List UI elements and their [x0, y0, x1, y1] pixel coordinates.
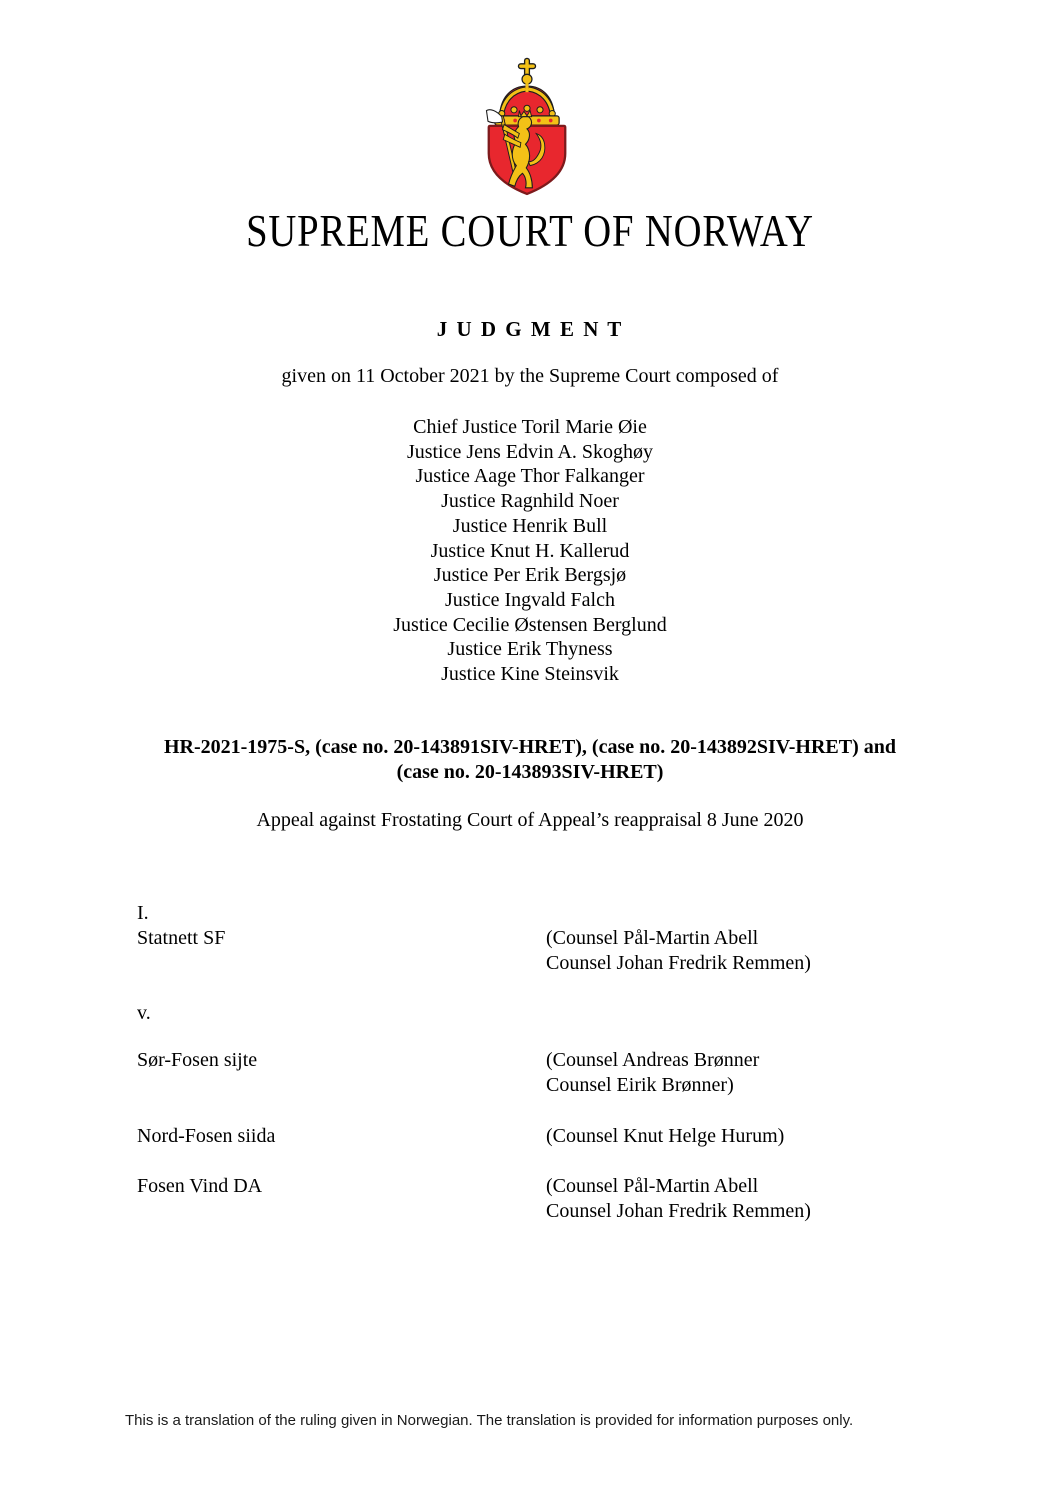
translation-note: This is a translation of the ruling given in Norwegian. The translation is provided for information purposes only.	[125, 1412, 854, 1429]
party-name: Fosen Vind DA	[137, 1175, 263, 1197]
judgment-intro: given on 11 October 2021 by the Supreme Court composed of	[281, 365, 779, 387]
party-row-nord-fosen	[137, 1124, 784, 1149]
party-counsel	[546, 1124, 784, 1149]
justice-item: Justice Cecilie Østensen Berglund	[393, 613, 667, 636]
counsel-line: (Counsel Pål-Martin Abell	[546, 1175, 759, 1197]
judgment-heading: J U D G M E N T	[436, 317, 624, 341]
case-reference	[0, 735, 1060, 785]
justice-item: Justice Per Erik Bergsjø	[433, 564, 627, 587]
party-counsel	[546, 1048, 759, 1098]
counsel-line: Counsel Johan Fredrik Remmen)	[546, 1200, 811, 1222]
justice-item: Justice Aage Thor Falkanger	[415, 465, 645, 488]
party-name: Sør-Fosen sijte	[137, 1049, 258, 1071]
justice-item: Justice Knut H. Kallerud	[430, 539, 630, 562]
justice-item: Justice Ragnhild Noer	[441, 490, 619, 513]
party-name: Nord-Fosen siida	[137, 1125, 276, 1147]
justice-item: Justice Erik Thyness	[447, 638, 613, 661]
justice-item: Chief Justice Toril Marie Øie	[413, 416, 647, 438]
case-reference-line1: HR-2021-1975-S, (case no. 20-143891SIV-HRET), (case no. 20-143892SIV-HRET) and	[163, 736, 897, 758]
court-title-text: SUPREME COURT OF NORWAY	[246, 205, 814, 256]
counsel-line: (Counsel Andreas Brønner	[546, 1049, 760, 1071]
party-row-statnett	[137, 926, 811, 976]
counsel-line: (Counsel Knut Helge Hurum)	[546, 1125, 785, 1147]
court-title	[0, 204, 1060, 257]
party-name: Statnett SF	[137, 927, 226, 949]
counsel-line: (Counsel Pål-Martin Abell	[546, 927, 759, 949]
counsel-line: Counsel Johan Fredrik Remmen)	[546, 952, 811, 974]
justice-item: Justice Henrik Bull	[452, 514, 608, 537]
appeal-line: Appeal against Frostating Court of Appeal’s reappraisal 8 June 2020	[256, 809, 804, 831]
justices-list	[0, 415, 1060, 687]
party-counsel	[546, 1174, 811, 1224]
counsel-line: Counsel Eirik Brønner)	[546, 1074, 734, 1096]
case-reference-line2: (case no. 20-143893SIV-HRET)	[396, 761, 664, 783]
norwegian-coat-of-arms-icon	[481, 57, 573, 197]
party-row-fosen-vind	[137, 1174, 811, 1224]
justice-item: Justice Ingvald Falch	[445, 588, 615, 611]
justice-item: Justice Kine Steinsvik	[441, 663, 619, 686]
party-row-sor-fosen	[137, 1048, 759, 1098]
party-counsel	[546, 926, 811, 976]
justice-item: Justice Jens Edvin A. Skoghøy	[406, 440, 654, 463]
versus-label: v.	[137, 1002, 151, 1024]
section-label-i: I.	[137, 902, 149, 924]
